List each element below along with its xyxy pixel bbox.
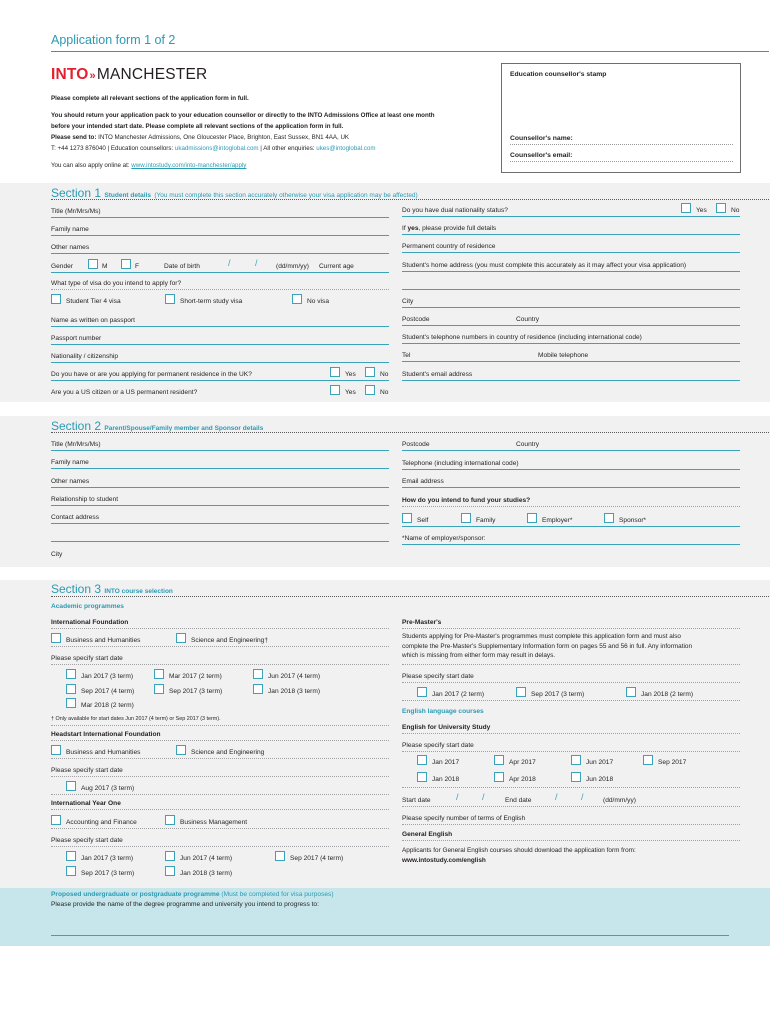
iyo-business-checkbox[interactable] — [165, 815, 175, 825]
pm-start-divider — [402, 682, 740, 683]
pr-yes-label: Yes — [345, 371, 356, 378]
s2-title-input[interactable] — [51, 450, 389, 451]
intro-line2: You should return your application pack to your education counsellor or directly to the INTO Admissions Office at least one month — [51, 112, 435, 119]
counsellor-name-label: Counsellor's name: — [510, 135, 573, 142]
us-no-checkbox[interactable] — [365, 385, 375, 395]
home-address-input-2[interactable] — [402, 289, 740, 290]
s2-contact-address-input[interactable] — [51, 523, 389, 524]
eus-heading: English for University Study — [402, 724, 491, 731]
fund-self-label: Self — [417, 517, 429, 524]
date-format-label: (dd/mm/yy) — [603, 797, 636, 804]
fund-self-checkbox[interactable] — [402, 513, 412, 523]
pm-dates-divider — [402, 700, 740, 701]
intl-foundation-divider — [51, 628, 389, 629]
iyo-date-label: Jun 2017 (4 term) — [180, 855, 233, 862]
if-date-checkbox[interactable] — [154, 669, 164, 679]
iyo-business-label: Business Management — [180, 819, 248, 826]
if-date-checkbox[interactable] — [253, 684, 263, 694]
gender-m-checkbox[interactable] — [88, 259, 98, 269]
fund-sponsor-checkbox[interactable] — [604, 513, 614, 523]
pre-masters-divider — [402, 628, 740, 629]
city-input[interactable] — [402, 307, 740, 308]
s2-other-names-input[interactable] — [51, 487, 389, 488]
iyo-date-label: Jan 2017 (3 term) — [81, 855, 134, 862]
eus-date-label: Jan 2017 — [432, 759, 460, 766]
passport-number-input[interactable] — [51, 344, 389, 345]
if-date-checkbox[interactable] — [66, 669, 76, 679]
visa-divider — [51, 289, 389, 290]
pr-no-label: No — [380, 371, 389, 378]
dual-row-line — [402, 216, 740, 217]
gender-label: Gender — [51, 263, 73, 270]
visa-none-label: No visa — [307, 298, 329, 305]
title-label: Title (Mr/Mrs/Ms) — [51, 208, 101, 215]
mobile-label: Mobile telephone — [538, 352, 589, 359]
counsellor-stamp-box[interactable] — [501, 63, 741, 173]
dual-yes-label: Yes — [696, 207, 707, 214]
eus-date-label: Apr 2018 — [509, 776, 536, 783]
intl-foundation-heading: International Foundation — [51, 619, 129, 626]
gender-m-label: M — [102, 263, 108, 270]
eus-date-label: Jun 2017 — [586, 759, 614, 766]
fund-row-line — [402, 526, 740, 527]
us-yes-checkbox[interactable] — [330, 385, 340, 395]
family-name-input[interactable] — [51, 235, 389, 236]
stamp-title: Education counsellor's stamp — [510, 71, 607, 78]
dob-label: Date of birth — [164, 263, 200, 270]
dob-separator: / — [255, 258, 258, 268]
nationality-label: Nationality / citizenship — [51, 353, 119, 360]
passport-number-label: Passport number — [51, 335, 102, 342]
other-names-input[interactable] — [51, 253, 389, 254]
s2-city-label: City — [51, 551, 63, 558]
s2-contact-address-input-2[interactable] — [51, 541, 389, 542]
pr-no-checkbox[interactable] — [365, 367, 375, 377]
us-question: Are you a US citizen or a US permanent resident? — [51, 389, 198, 396]
if-footnote: † Only available for start dates Jun 2017 (4 term) or Sep 2017 (3 term). — [51, 716, 221, 722]
if-date-checkbox[interactable] — [253, 669, 263, 679]
permanent-country-label: Permanent country of residence — [402, 243, 496, 250]
logo-chevron-icon: » — [89, 70, 96, 82]
pm-date-checkbox[interactable] — [626, 687, 636, 697]
english-courses-heading: English language courses — [402, 708, 484, 715]
counsellor-email-label: Counsellor's email: — [510, 152, 573, 159]
home-address-label: Student's home address (you must complete this accurately as it may affect your visa application) — [402, 262, 687, 269]
section2-heading: Section 2 Parent/Spouse/Family member and Sponsor details — [51, 419, 264, 433]
if-start-label: Please specify start date — [51, 655, 123, 662]
hs-start-label: Please specify start date — [51, 767, 123, 774]
dual-yes-checkbox[interactable] — [681, 203, 691, 213]
title-input[interactable] — [51, 217, 389, 218]
s2-other-names-label: Other names — [51, 478, 90, 485]
pm-date-checkbox[interactable] — [516, 687, 526, 697]
postcode-country-input[interactable] — [402, 325, 740, 326]
dob-format: (dd/mm/yy) — [276, 263, 309, 270]
s2-telephone-label: Telephone (including international code) — [402, 460, 519, 467]
form-title: Application form 1 of 2 — [51, 33, 176, 47]
s2-relationship-label: Relationship to student — [51, 496, 119, 503]
headstart-divider — [51, 740, 389, 741]
counsellor-email-field[interactable] — [510, 161, 733, 162]
pm-date-label: Jan 2018 (2 term) — [641, 691, 694, 698]
s2-email-input[interactable] — [402, 487, 740, 488]
enquiries-email-link[interactable]: ukes@intoglobal.com — [316, 145, 376, 152]
end-date-separator: / — [555, 792, 558, 802]
iyo-subjects-divider — [51, 828, 389, 829]
s2-postcode-input[interactable] — [402, 450, 740, 451]
eus-date-checkbox[interactable] — [571, 755, 581, 765]
student-email-label: Student's email address — [402, 371, 473, 378]
dual-question: Do you have dual nationality status? — [402, 207, 508, 214]
hs-science-checkbox[interactable] — [176, 745, 186, 755]
fund-family-label: Family — [476, 517, 496, 524]
hs-business-label: Business and Humanities — [66, 749, 141, 756]
eus-date-label: Apr 2017 — [509, 759, 536, 766]
s2-telephone-input[interactable] — [402, 469, 740, 470]
if-date-checkbox[interactable] — [154, 684, 164, 694]
fund-question: How do you intend to fund your studies? — [402, 497, 531, 504]
home-address-input[interactable] — [402, 271, 740, 272]
dob-separator: / — [228, 258, 231, 268]
visa-tier4-checkbox[interactable] — [51, 294, 61, 304]
if-yes-label: If yes, please provide full details — [402, 225, 497, 232]
iyo-date-label: Sep 2017 (4 term) — [290, 855, 344, 862]
section3-divider — [51, 596, 769, 597]
if-date-label: Mar 2018 (2 term) — [81, 702, 134, 709]
s2-postcode-label: Postcode — [402, 441, 430, 448]
if-date-label: Sep 2017 (3 term) — [169, 688, 223, 695]
section2-divider — [51, 432, 769, 433]
us-no-label: No — [380, 389, 389, 396]
tel-label: Tel — [402, 352, 411, 359]
hs-date-label: Aug 2017 (3 term) — [81, 785, 135, 792]
eus-date-checkbox[interactable] — [417, 755, 427, 765]
end-date-label: End date — [505, 797, 532, 804]
dates-divider[interactable] — [402, 806, 740, 807]
if-start-divider — [51, 664, 389, 665]
phone-numbers-label: Student's telephone numbers in country of residence (including international code) — [402, 334, 642, 341]
s2-country-label: Country — [516, 441, 540, 448]
visa-none-checkbox[interactable] — [292, 294, 302, 304]
fund-divider — [402, 506, 740, 507]
s2-relationship-input[interactable] — [51, 505, 389, 506]
section1-divider — [51, 199, 769, 200]
proposed-programme-input[interactable] — [51, 935, 729, 936]
pre-masters-text: Students applying for Pre-Master's programmes must complete this application form and must also complete the Pre-Master's Supplementary Information form on pages 55 and 56 in full. Any information which is missing from either form may result in delays. — [402, 633, 693, 660]
if-business-label: Business and Humanities — [66, 637, 141, 644]
if-date-checkbox[interactable] — [66, 684, 76, 694]
nationality-input[interactable] — [51, 362, 389, 363]
passport-name-input[interactable] — [51, 326, 389, 327]
eus-divider — [402, 733, 740, 734]
s2-contact-address-label: Contact address — [51, 514, 100, 521]
visa-tier4-label: Student Tier 4 visa — [66, 298, 121, 305]
gender-f-label: F — [135, 263, 140, 270]
contact-line: T: +44 1273 876040 | Education counsellors: ukadmissions@intoglobal.com | All other enquiries: ukes@intoglobal.com — [51, 145, 376, 152]
send-to: Please send to: INTO Manchester Admissions, One Gloucester Place, Brighton, East Sussex, BN1 4AA, UK — [51, 134, 350, 141]
student-email-input[interactable] — [402, 380, 740, 381]
hs-science-label: Science and Engineering — [191, 749, 265, 756]
pr-question: Do you have or are you applying for permanent residence in the UK? — [51, 371, 252, 378]
fund-employer-checkbox[interactable] — [527, 513, 537, 523]
if-business-checkbox[interactable] — [51, 633, 61, 643]
apply-online: You can also apply online at: www.intostudy.com/into-manchester/apply — [51, 162, 247, 169]
s2-email-label: Email address — [402, 478, 444, 485]
pr-row-line — [51, 380, 389, 381]
eus-start-divider — [402, 751, 740, 752]
if-date-label: Mar 2017 (2 term) — [169, 673, 222, 680]
section3-heading: Section 3 INTO course selection — [51, 582, 173, 596]
if-science-label: Science and Engineering† — [191, 637, 268, 644]
section1-heading: Section 1 Student details (You must complete this section accurately otherwise your visa application may be affected) — [51, 186, 418, 200]
phone-numbers-line — [402, 343, 740, 344]
intro-line1: Please complete all relevant sections of the application form in full. — [51, 95, 249, 102]
iyo-date-checkbox[interactable] — [165, 866, 175, 876]
tel-mobile-input[interactable] — [402, 361, 740, 362]
academic-programmes-heading: Academic programmes — [51, 603, 124, 610]
pm-start-label: Please specify start date — [402, 673, 474, 680]
hs-subjects-divider — [51, 758, 389, 759]
if-science-checkbox[interactable] — [176, 633, 186, 643]
dual-no-label: No — [731, 207, 740, 214]
start-date-separator: / — [482, 792, 485, 802]
s2-title-label: Title (Mr/Mrs/Ms) — [51, 441, 101, 448]
header-divider — [51, 51, 769, 52]
eus-date-checkbox[interactable] — [643, 755, 653, 765]
if-footnote-divider — [51, 725, 389, 726]
fund-sponsor-label: Sponsor* — [619, 517, 647, 524]
fund-family-checkbox[interactable] — [461, 513, 471, 523]
iyo-start-divider — [51, 846, 389, 847]
eus-date-label: Jun 2018 — [586, 776, 614, 783]
into-manchester-logo: INTO»MANCHESTER — [51, 66, 208, 83]
employer-name-label: *Name of employer/sponsor: — [402, 535, 486, 542]
end-date-separator: / — [581, 792, 584, 802]
fund-employer-label: Employer* — [542, 517, 573, 524]
eus-date-label: Jan 2018 — [432, 776, 460, 783]
iyo-heading: International Year One — [51, 800, 121, 807]
passport-name-label: Name as written on passport — [51, 317, 135, 324]
eus-date-label: Sep 2017 — [658, 759, 687, 766]
s2-family-name-input[interactable] — [51, 468, 389, 469]
proposed-instruction: Please provide the name of the degree programme and university you intend to progress to: — [51, 901, 319, 908]
hs-date-divider — [51, 794, 389, 795]
general-english-link[interactable]: www.intostudy.com/english — [402, 856, 486, 864]
eus-date-checkbox[interactable] — [417, 772, 427, 782]
family-name-label: Family name — [51, 226, 89, 233]
eus-date-checkbox[interactable] — [494, 772, 504, 782]
if-date-checkbox[interactable] — [66, 698, 76, 708]
permanent-country-input[interactable] — [402, 252, 740, 253]
iyo-start-label: Please specify start date — [51, 837, 123, 844]
pre-masters-text-divider — [402, 664, 740, 665]
hs-business-checkbox[interactable] — [51, 745, 61, 755]
pm-date-label: Sep 2017 (3 term) — [531, 691, 585, 698]
eus-date-checkbox[interactable] — [494, 755, 504, 765]
counsellor-email-link[interactable]: ukadmissions@intoglobal.com — [174, 145, 259, 152]
counsellor-name-field[interactable] — [510, 144, 733, 145]
proposed-heading: Proposed undergraduate or postgraduate programme (Must be completed for visa purposes) — [51, 891, 334, 898]
terms-english-input[interactable] — [402, 824, 740, 825]
gender-f-checkbox[interactable] — [121, 259, 131, 269]
gender-dob-row[interactable] — [51, 272, 389, 273]
s2-family-name-label: Family name — [51, 459, 89, 466]
iyo-date-checkbox[interactable] — [165, 851, 175, 861]
eus-start-label: Please specify start date — [402, 742, 474, 749]
if-date-label: Jan 2017 (3 term) — [81, 673, 134, 680]
employer-name-input[interactable] — [402, 544, 740, 545]
postcode-label: Postcode — [402, 316, 430, 323]
pm-date-checkbox[interactable] — [417, 687, 427, 697]
if-date-label: Jun 2017 (4 term) — [268, 673, 321, 680]
general-english-text: Applicants for General English courses should download the application form from: www.intostudy.com/english — [402, 847, 636, 864]
hs-start-divider — [51, 776, 389, 777]
other-names-label: Other names — [51, 244, 90, 251]
visa-short-label: Short-term study visa — [180, 298, 243, 305]
apply-online-link[interactable]: www.intostudy.com/into-manchester/apply — [131, 162, 247, 169]
iyo-accounting-checkbox[interactable] — [51, 815, 61, 825]
iyo-divider — [51, 809, 389, 810]
iyo-date-label: Jan 2018 (3 term) — [180, 870, 233, 877]
iyo-accounting-label: Accounting and Finance — [66, 819, 137, 826]
headstart-heading: Headstart International Foundation — [51, 731, 161, 738]
intro-line3: before your intended start date. Please complete all relevant sections of the application form in full. — [51, 123, 344, 130]
pr-yes-checkbox[interactable] — [330, 367, 340, 377]
visa-short-checkbox[interactable] — [165, 294, 175, 304]
pm-date-label: Jan 2017 (2 term) — [432, 691, 485, 698]
general-english-divider — [402, 840, 740, 841]
visa-question: What type of visa do you intend to apply for? — [51, 280, 182, 287]
iyo-date-checkbox[interactable] — [66, 866, 76, 876]
iyo-date-checkbox[interactable] — [66, 851, 76, 861]
us-yes-label: Yes — [345, 389, 356, 396]
hs-date-checkbox[interactable] — [66, 781, 76, 791]
if-date-label: Jan 2018 (3 term) — [268, 688, 321, 695]
start-date-separator: / — [456, 792, 459, 802]
country-label: Country — [516, 316, 540, 323]
if-date-label: Sep 2017 (4 term) — [81, 688, 135, 695]
iyo-date-checkbox[interactable] — [275, 851, 285, 861]
general-english-heading: General English — [402, 831, 453, 838]
eus-date-checkbox[interactable] — [571, 772, 581, 782]
start-date-label: Start date — [402, 797, 431, 804]
current-age-label: Current age — [319, 263, 354, 270]
dual-details-input[interactable] — [402, 234, 740, 235]
terms-english-label: Please specify number of terms of English — [402, 815, 526, 822]
eus-dates-divider — [402, 787, 740, 788]
if-subjects-divider — [51, 646, 389, 647]
city-label: City — [402, 298, 414, 305]
dual-no-checkbox[interactable] — [716, 203, 726, 213]
iyo-date-label: Sep 2017 (3 term) — [81, 870, 135, 877]
pre-masters-heading: Pre-Master's — [402, 619, 442, 626]
